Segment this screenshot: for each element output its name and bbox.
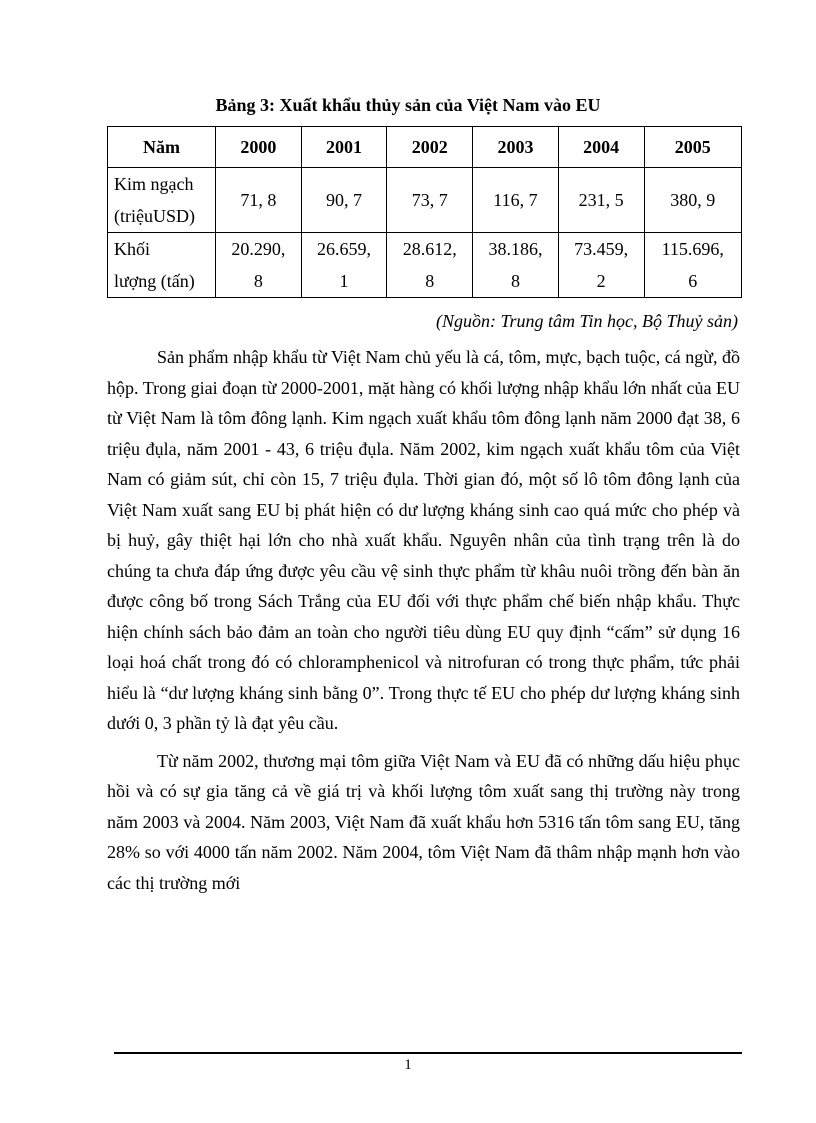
row-label-line: lượng (tấn): [114, 271, 195, 291]
row-label: [108, 168, 216, 233]
cell-line: 8: [253, 271, 263, 291]
table-source-note: (Nguồn: Trung tâm Tin học, Bộ Thuỷ sản): [435, 311, 738, 331]
header-cell: 2002: [387, 127, 473, 168]
header-cell: 2000: [216, 127, 302, 168]
table-cell: [473, 168, 559, 233]
table-header-row: [108, 127, 742, 168]
cell-line: 115.696,: [661, 239, 724, 259]
row-label: [108, 233, 216, 298]
cell-line: 73, 7: [411, 190, 448, 210]
header-cell: 2003: [473, 127, 559, 168]
table-cell: [558, 168, 644, 233]
table-title: Bảng 3: Xuất khẩu thủy sản của Việt Nam vào EU: [215, 95, 601, 115]
row-label-line: Khối: [114, 239, 150, 259]
table-cell: [387, 168, 473, 233]
table-cell: [301, 233, 387, 298]
table-cell: [387, 233, 473, 298]
cell-line: 231, 5: [578, 190, 624, 210]
table-cell: [644, 233, 741, 298]
cell-line: 71, 8: [240, 190, 277, 210]
row-label-line: (triệuUSD): [114, 206, 195, 226]
header-cell-year: Năm: [108, 127, 216, 168]
cell-line: 26.659,: [317, 239, 372, 259]
cell-line: 28.612,: [402, 239, 457, 259]
cell-line: 38.186,: [488, 239, 543, 259]
table-cell: [301, 168, 387, 233]
table-row-volume: [108, 233, 742, 298]
cell-line: 90, 7: [326, 190, 363, 210]
table-cell: [216, 168, 302, 233]
row-label-line: Kim ngạch: [114, 174, 194, 194]
paragraph: Từ năm 2002, thương mại tôm giữa Việt Nam và EU đã có những dấu hiệu phục hồi và có sự gia tăng cả về giá trị và khối lượng tôm xuất sang thị trường này trong năm 2003 và 2004. Năm 2003, Việt Nam đã xuất khẩu hơn 5316 tấn tôm sang EU, tăng 28% so với 4000 tấn năm 2002. Năm 2004, tôm Việt Nam đã thâm nhập mạnh hơn vào các thị trường mới: [107, 750, 740, 893]
paragraph: Sản phẩm nhập khẩu từ Việt Nam chủ yếu là cá, tôm, mực, bạch tuộc, cá ngừ, đồ hộp. Trong giai đoạn từ 2000-2001, mặt hàng có khối lượng nhập khẩu lớn nhất của EU từ Việt Nam là tôm đông lạnh. Kim ngạch xuất khẩu tôm đông lạnh năm 2000 đạt 38, 6 triệu đụla, năm 2001 - 43, 6 triệu đụla. Năm 2002, kim ngạch xuất khẩu tôm của Việt Nam có giảm sút, chỉ còn 15, 7 triệu đụla. Thời gian đó, một số lô tôm đông lạnh của Việt Nam xuất sang EU bị phát hiện có dư lượng kháng sinh cao quá mức cho phép và bị huỷ, gây thiệt hại lớn cho nhà xuất khẩu. Nguyên nhân của tình trạng trên là do chúng ta chưa đáp ứng được yêu cầu vệ sinh thực phẩm từ khâu nuôi trồng đến bàn ăn được công bố trong Sách Trắng của EU đối với thực phẩm chế biến nhập khẩu. Thực hiện chính sách bảo đảm an toàn cho người tiêu dùng EU quy định “cấm” sử dụng 16 loại hoá chất trong đó có chloramphenicol và nitrofuran có trong thực phẩm, tức phải hiểu là “dư lượng kháng sinh bằng 0”. Trong thực tế EU cho phép dư lượng kháng sinh dưới 0, 3 phần tỷ là đạt yêu cầu.: [107, 347, 740, 733]
cell-line: 116, 7: [493, 190, 538, 210]
page-number: 1: [404, 1057, 412, 1073]
table-cell: [216, 233, 302, 298]
cell-line: 73.459,: [574, 239, 629, 259]
table-cell: [644, 168, 741, 233]
table-cell: [558, 233, 644, 298]
cell-line: 6: [688, 271, 698, 291]
cell-line: 380, 9: [670, 190, 716, 210]
cell-line: 8: [425, 271, 435, 291]
header-cell: 2001: [301, 127, 387, 168]
cell-line: 1: [339, 271, 349, 291]
cell-line: 8: [510, 271, 520, 291]
export-table: [107, 126, 742, 298]
footer-divider: [114, 1052, 742, 1054]
header-cell: 2005: [644, 127, 741, 168]
cell-line: 20.290,: [231, 239, 286, 259]
table-cell: [473, 233, 559, 298]
table-row-value: [108, 168, 742, 233]
cell-line: 2: [596, 271, 606, 291]
body-text: [107, 342, 740, 898]
header-cell: 2004: [558, 127, 644, 168]
